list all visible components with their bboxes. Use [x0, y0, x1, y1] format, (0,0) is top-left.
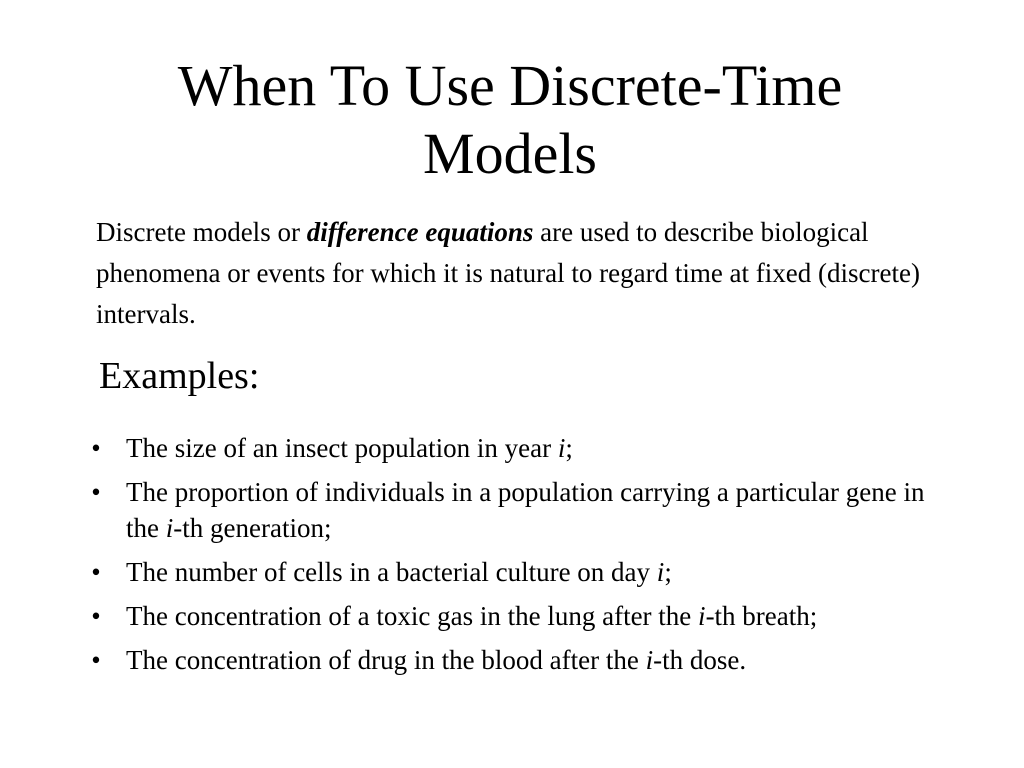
- list-item-text-end: ;: [664, 557, 672, 587]
- examples-list: [84, 430, 944, 686]
- list-item: [84, 474, 944, 546]
- list-item-text: The concentration of a toxic gas in the lung after the: [126, 601, 699, 631]
- list-item-variable: i: [698, 601, 706, 631]
- intro-text-start: Discrete models or: [96, 217, 307, 247]
- bullet-icon: •: [91, 645, 101, 675]
- bullet-icon: •: [91, 557, 101, 587]
- list-item: [84, 598, 944, 634]
- list-item-text: The number of cells in a bacterial culture on day: [126, 557, 657, 587]
- list-item-variable: i: [165, 513, 174, 543]
- list-item-variable: i: [645, 645, 654, 675]
- list-item-variable: i: [557, 433, 566, 463]
- list-item: [84, 554, 944, 590]
- slide-title: [100, 52, 920, 188]
- list-item-text-end: -th dose.: [653, 645, 747, 675]
- list-item-text: The concentration of drug in the blood after the: [126, 645, 646, 675]
- list-item: [84, 430, 944, 466]
- list-item-variable: i: [656, 557, 665, 587]
- list-item-text: The proportion of individuals in a population carrying a particular gene in the: [126, 477, 925, 543]
- intro-paragraph: [96, 212, 986, 335]
- list-item-text-end: -th generation;: [173, 513, 332, 543]
- bullet-icon: •: [91, 433, 101, 463]
- list-item: [84, 642, 944, 678]
- slide-title-line-1: When To Use Discrete-Time: [177, 53, 843, 118]
- examples-heading: Examples:: [99, 355, 260, 397]
- intro-emphasis: difference equations: [306, 217, 534, 247]
- bullet-icon: •: [91, 601, 101, 631]
- intro-text-end: are used to describe biological phenomena or events for which it is natural to regard time at fixed (discrete) intervals.: [96, 217, 920, 329]
- list-item-text-end: ;: [565, 433, 573, 463]
- list-item-text: The size of an insect population in year: [126, 433, 558, 463]
- bullet-icon: •: [91, 477, 101, 507]
- slide-title-line-2: Models: [423, 121, 597, 186]
- list-item-text-end: -th breath;: [705, 601, 818, 631]
